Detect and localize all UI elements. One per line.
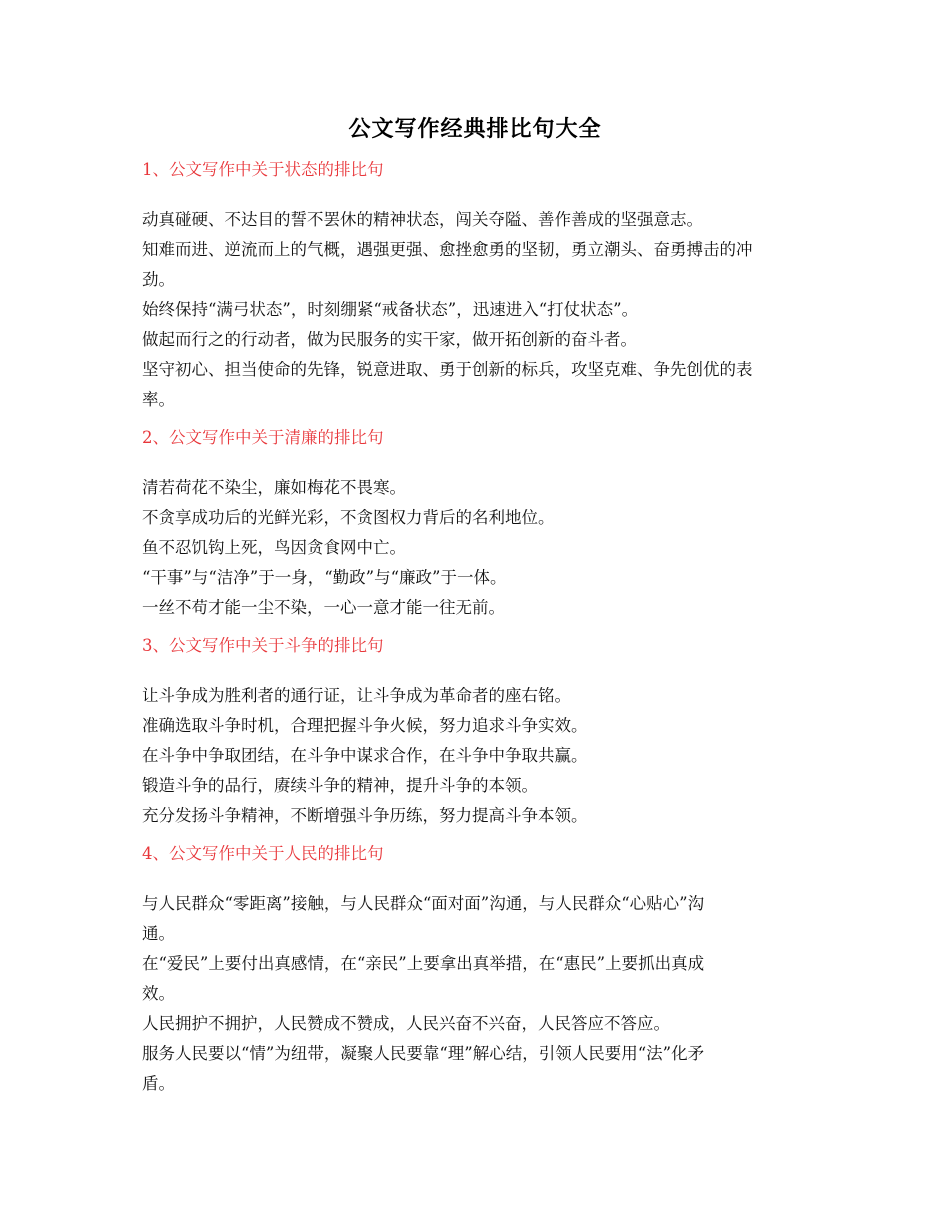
section-heading: 1、公文写作中关于状态的排比句 — [142, 160, 384, 179]
text-line: 锻造斗争的品行，赓续斗争的精神，提升斗争的本领。 — [142, 776, 538, 795]
text-line: 动真碰硬、不达目的誓不罢休的精神状态，闯关夺隘、善作善成的坚强意志。 — [142, 210, 703, 229]
text-line: 鱼不忍饥钩上死，鸟因贪食网中亡。 — [142, 538, 406, 557]
text-line: 知难而进、逆流而上的气概，遇强更强、愈挫愈勇的坚韧，勇立潮头、奋勇搏击的冲 — [142, 240, 753, 259]
section-heading: 3、公文写作中关于斗争的排比句 — [142, 636, 384, 655]
section-heading: 4、公文写作中关于人民的排比句 — [142, 844, 384, 863]
document-body — [142, 155, 808, 1099]
text-line: 不贪享成功后的光鲜光彩，不贪图权力背后的名利地位。 — [142, 508, 555, 527]
text-line: 准确选取斗争时机，合理把握斗争火候，努力追求斗争实效。 — [142, 716, 588, 735]
text-line: 做起而行之的行动者，做为民服务的实干家，做开拓创新的奋斗者。 — [142, 330, 637, 349]
section-integrity — [142, 423, 808, 623]
section-people — [142, 839, 808, 1099]
text-line: 让斗争成为胜利者的通行证，让斗争成为革命者的座右铭。 — [142, 686, 571, 705]
text-line: 在“爱民”上要付出真感情，在“亲民”上要拿出真举措，在“惠民”上要抓出真成 — [142, 954, 705, 973]
text-line: 始终保持“满弓状态”，时刻绷紧“戒备状态”，迅速进入“打仗状态”。 — [142, 300, 639, 319]
text-line: 通。 — [142, 924, 175, 943]
section-heading: 2、公文写作中关于清廉的排比句 — [142, 428, 384, 447]
text-line: 与人民群众“零距离”接触，与人民群众“面对面”沟通，与人民群众“心贴心”沟 — [142, 894, 705, 913]
text-line: “干事”与“洁净”于一身，“勤政”与“廉政”于一体。 — [142, 568, 507, 587]
text-line: 清若荷花不染尘，廉如梅花不畏寒。 — [142, 478, 406, 497]
section-struggle — [142, 631, 808, 831]
text-line: 服务人民要以“情”为纽带，凝聚人民要靠“理”解心结，引领人民要用“法”化矛 — [142, 1044, 705, 1063]
section-state — [142, 155, 808, 415]
text-line: 坚守初心、担当使命的先锋，锐意进取、勇于创新的标兵，攻坚克难、争先创优的表 — [142, 360, 753, 379]
text-line: 盾。 — [142, 1074, 175, 1093]
page-title: 公文写作经典排比句大全 — [348, 116, 602, 142]
text-line: 劲。 — [142, 270, 175, 289]
text-line: 率。 — [142, 390, 175, 409]
text-line: 人民拥护不拥护，人民赞成不赞成，人民兴奋不兴奋，人民答应不答应。 — [142, 1014, 670, 1033]
text-line: 充分发扬斗争精神，不断增强斗争历练，努力提高斗争本领。 — [142, 806, 588, 825]
text-line: 在斗争中争取团结，在斗争中谋求合作，在斗争中争取共赢。 — [142, 746, 588, 765]
text-line: 效。 — [142, 984, 175, 1003]
text-line: 一丝不苟才能一尘不染，一心一意才能一往无前。 — [142, 598, 505, 617]
